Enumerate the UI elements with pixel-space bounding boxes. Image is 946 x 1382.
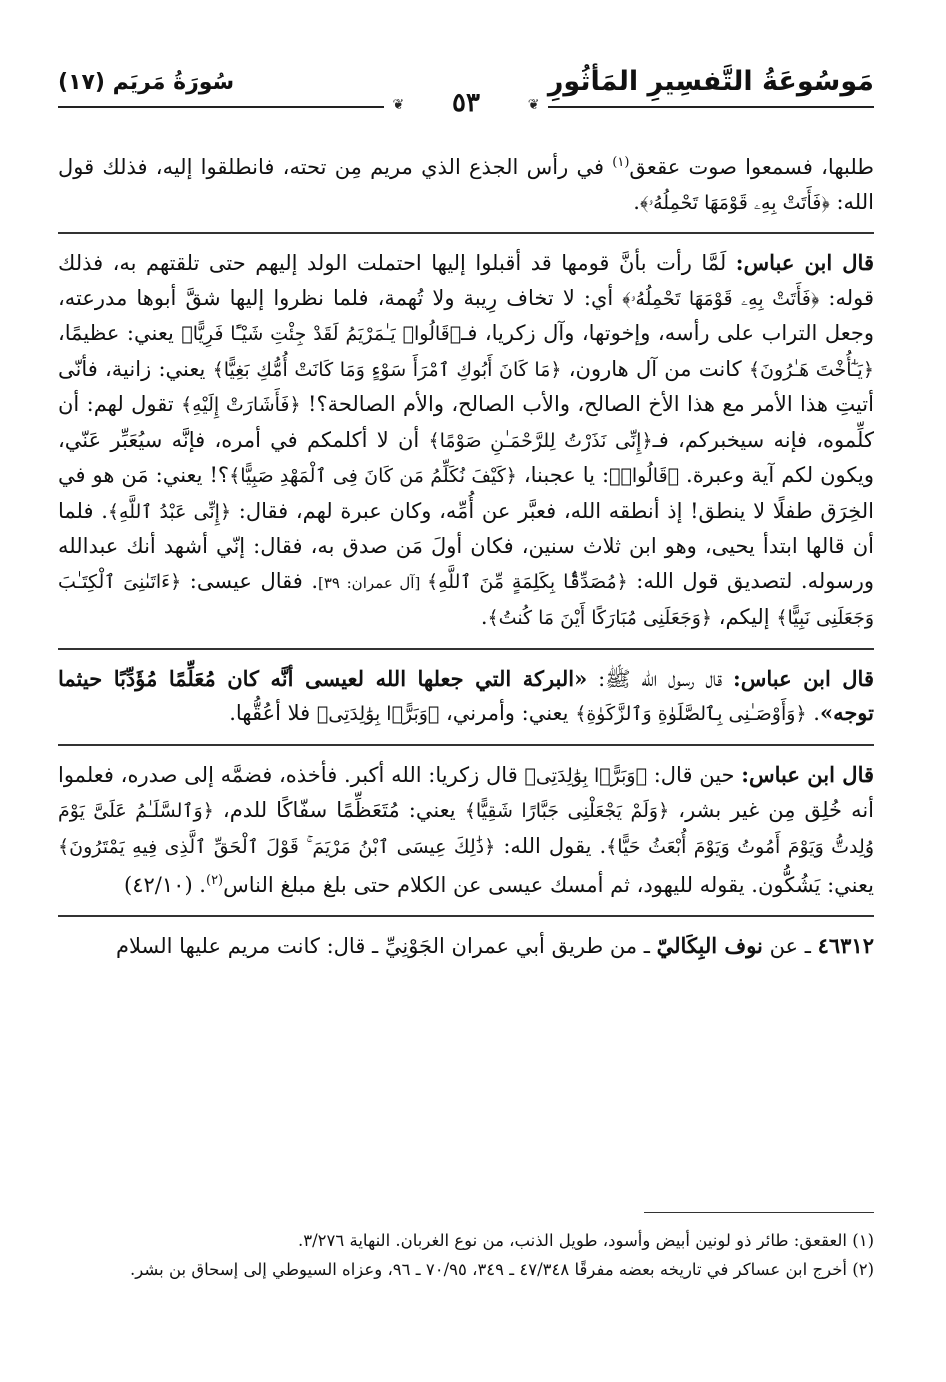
text: يعني: عظيمًا، bbox=[58, 321, 182, 345]
text: لَمَّا رأت بأنَّ قومها قد أقبلوا إليها احتملت الولد إليهم حتى تلقتهم به، فذلك قوله: bbox=[58, 251, 874, 310]
page-number: ٥٣ bbox=[452, 88, 480, 118]
text: قال رسول الله ﷺ: bbox=[587, 666, 733, 691]
surah-title: سُورَةُ مَريَم (١٧) bbox=[58, 70, 235, 95]
verse-reference: [آل عمران: ٣٩] bbox=[318, 573, 427, 592]
text: يعني: مُتَعَظِّمًا سفّاكًا للدم، bbox=[213, 798, 465, 822]
quran-verse: ﴿وَبَرًّۢا بِوَٰلِدَتِى﴾ bbox=[524, 764, 647, 787]
header-rule-right bbox=[548, 106, 874, 108]
text: . bbox=[806, 701, 820, 725]
paragraph-separator bbox=[58, 915, 874, 917]
text: يعني: وأمرني، bbox=[439, 701, 576, 725]
quran-verse: ﴿كَيْفَ نُكَلِّمُ مَن كَانَ فِى ٱلْمَهْدِ صَبِيًّا﴾ bbox=[229, 465, 517, 487]
narrator: قال ابن عباس: bbox=[741, 761, 874, 787]
quran-verse: ﴿إِنِّى نَذَرْتُ لِلرَّحْمَـٰنِ صَوْمًا﴾ bbox=[428, 429, 653, 452]
narrator: قال ابن عباس: bbox=[732, 665, 874, 691]
text: ـ من طريق أبي عمران الجَوْنِيِّ ـ قال: كانت مريم عليها السلام bbox=[115, 933, 657, 958]
quran-verse: ﴿مَا كَانَ أَبُوكِ ٱمْرَأَ سَوْءٍ وَمَا كَانَتْ أُمُّكِ بَغِيًّا﴾ bbox=[212, 358, 562, 381]
text: . فلما أن قالها ابتدأ يحيى، وهو ابن ثلاث سنين، فكان أولَ مَن صدق به، فقال: إنّي أشهد أنك عبدالله ورسوله. لتصديق قول الله: bbox=[58, 498, 874, 593]
narrator: قال ابن عباس: bbox=[735, 250, 874, 275]
text: : يا عجبنا، bbox=[516, 463, 610, 487]
quran-verse: ﴿قَالُوا۟ يَـٰمَرْيَمُ لَقَدْ جِئْتِ شَيْـًٔا فَرِيًّا﴾ bbox=[181, 323, 462, 345]
text: كانت من آل هارون، bbox=[561, 356, 749, 381]
text: إليكم، bbox=[712, 605, 777, 629]
text: ـ عن bbox=[762, 933, 818, 958]
quran-verse: ﴿إِنِّى عَبْدُ ٱللَّهِ﴾ bbox=[107, 500, 232, 523]
quran-verse: ﴿مُصَدِّقًۢا بِكَلِمَةٍ مِّنَ ٱللَّهِ﴾ bbox=[426, 570, 628, 593]
text: . bbox=[480, 605, 488, 629]
paragraph-4 bbox=[58, 758, 874, 903]
paragraph-3 bbox=[58, 662, 874, 732]
paragraph-2 bbox=[58, 246, 874, 636]
text: يعني: زانية، فأنّى أتيتِ هذا الأمر مع هذا الأخ الصالح، والأب الصالح، والأم الصالحة؟! bbox=[58, 356, 874, 416]
footnote-ref: (١) bbox=[612, 155, 630, 170]
quran-verse: ﴿وَجَعَلَنِى مُبَارَكًا أَيْنَ مَا كُنتُ﴾ bbox=[487, 607, 713, 629]
page-header bbox=[58, 60, 874, 130]
text: فلا أعُقُّها. bbox=[229, 701, 317, 725]
text: أي: لا تخاف رِيبة ولا تُهمة، فلما نظروا إليها شقَّ أبوها مدرعته، وجعل التراب على رأسه، وإخوتها، وآل زكريا، فـ bbox=[58, 285, 875, 345]
quran-verse: ﴿وَٱلسَّلَـٰمُ عَلَىَّ يَوْمَ وُلِدتُّ وَيَوْمَ أَمُوتُ وَيَوْمَ أُبْعَثُ حَيًّا﴾ bbox=[58, 800, 874, 858]
text: طلبها، فسمعوا صوت عقعق bbox=[629, 155, 875, 179]
narrator-name: نوف البِكَاليّ bbox=[656, 932, 763, 958]
text: ؟! يعني: مَن هو في الخِرَق طفلًا لا ينطق! إذ أنطقه الله، فعبَّر عن أُمِّه، وكان عبرة لهم، فقال: bbox=[58, 463, 874, 523]
quran-verse: ﴿فَأَشَارَتْ إِلَيْهِ﴾ bbox=[181, 394, 301, 416]
text: يعني: يَشُكُّون. يقوله لليهود، ثم أمسك عيسى عن الكلام حتى بلغ مبلغ الناس bbox=[223, 873, 874, 897]
main-text bbox=[58, 146, 874, 975]
text: . bbox=[633, 189, 640, 214]
text: في رأس الجذع الذي مريم مِن تحته، فانطلقوا إليه، فذلك قول الله: bbox=[58, 155, 874, 214]
quran-verse: ﴿فَأَتَتْ بِهِۦ قَوْمَهَا تَحْمِلُهُۥ﴾ bbox=[622, 287, 820, 310]
text: قال زكريا: الله أكبر. فأخذه، فضمَّه إلى صدره، فعلموا أنه خُلِق مِن غير بشر، bbox=[58, 762, 875, 822]
footnote-2: (٢) أخرج ابن عساكر في تاريخه بعضه مفرقًا ٤٧/٣٤٨ ـ ٣٤٩، ٧٠/٩٥ ـ ٩٦، وعزاه السيوطي إلى إسحاق بن بشر. bbox=[130, 1260, 874, 1279]
text: تقول لهم: أن كلِّموه، فإنه سيخبركم، فـ bbox=[58, 392, 874, 452]
paragraph-5 bbox=[58, 929, 874, 964]
text: . (٤٢/١٠) bbox=[124, 873, 206, 897]
header-rule-left bbox=[58, 106, 384, 108]
book-title: مَوسُوعَةُ التَّفسِيرِ المَأثُورِ bbox=[547, 66, 874, 97]
quran-verse: ﴿وَلَمْ يَجْعَلْنِى جَبَّارًا شَقِيًّا﴾ bbox=[464, 800, 670, 822]
text: . يقول الله: bbox=[495, 833, 607, 858]
paragraph-separator bbox=[58, 232, 874, 234]
text: حين قال: bbox=[647, 762, 742, 787]
ornament-icon: ❦ bbox=[392, 97, 405, 113]
quran-verse: ﴿يَـٰٓأُخْتَ هَـٰرُونَ﴾ bbox=[748, 358, 874, 381]
paragraph-separator bbox=[58, 744, 874, 746]
quran-verse: ﴿قَالُوا۟﴾ bbox=[609, 465, 680, 487]
quran-verse: ﴿فَأَتَتْ بِهِۦ قَوْمَهَا تَحْمِلُهُۥ﴾ bbox=[639, 191, 830, 214]
text: أن لا أكلمكم في أمره، فإنَّه سيُعَبِّر عَنّي، ويكون لكم آية وعبرة. bbox=[58, 427, 874, 487]
footnote-ref: (٢) bbox=[205, 873, 224, 888]
footnote-1: (١) العقعق: طائر ذو لونين أبيض وأسود، طويل الذنب، من نوع الغربان. النهاية ٣/٢٧٦. bbox=[297, 1231, 874, 1250]
text: . فقال عيسى: bbox=[181, 568, 319, 593]
quran-verse: ﴿وَأَوْصَـٰنِى بِٱلصَّلَوٰةِ وَٱلزَّكَوٰةِ﴾ bbox=[575, 703, 807, 725]
quran-verse: ﴿ذَٰلِكَ عِيسَى ٱبْنُ مَرْيَمَ ۚ قَوْلَ ٱلْحَقِّ ٱلَّذِى فِيهِ يَمْتَرُونَ﴾ bbox=[58, 835, 496, 858]
paragraph-separator bbox=[58, 648, 874, 650]
footnote-rule bbox=[644, 1212, 874, 1213]
hadith-text: «البركة التي جعلها الله لعيسى أنَّه كان مُعَلِّمًا مُؤَدِّبًا حيثما توجه» bbox=[58, 665, 874, 725]
paragraph-1 bbox=[58, 146, 874, 220]
footnotes bbox=[58, 1226, 874, 1284]
quran-verse: ﴿وَبَرًّۢا بِوَٰلِدَتِى﴾ bbox=[316, 703, 440, 725]
report-number: ٤٦٣١٢ bbox=[817, 932, 874, 958]
ornament-icon: ❦ bbox=[527, 97, 540, 113]
quran-verse: ﴿ءَاتَىٰنِىَ ٱلْكِتَـٰبَ وَجَعَلَنِى نَبِيًّا﴾ bbox=[58, 570, 874, 629]
